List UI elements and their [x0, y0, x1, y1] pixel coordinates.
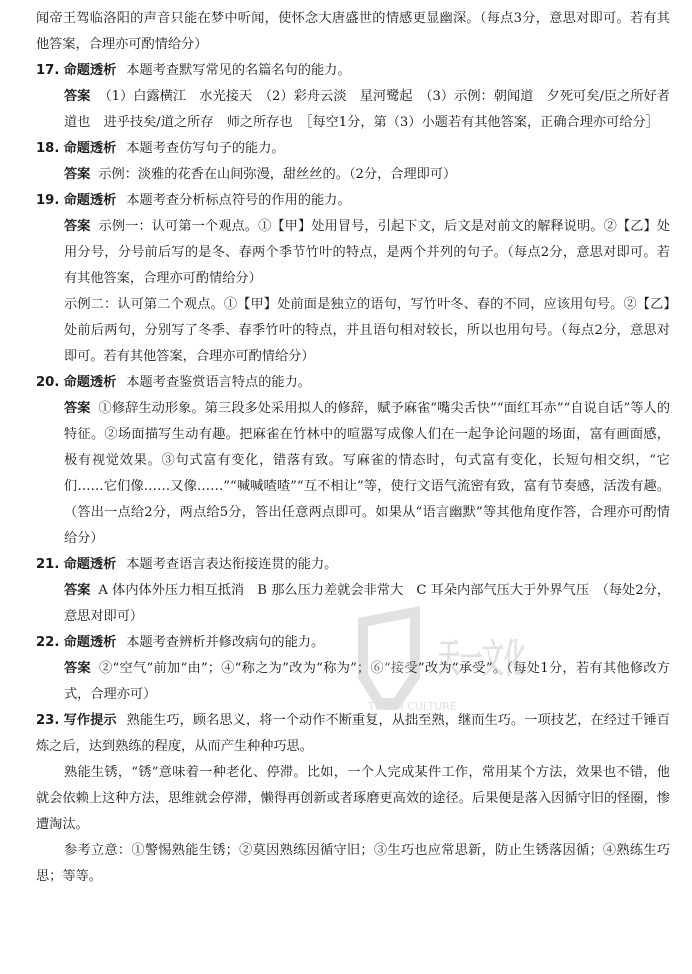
- q23-number: 23.: [36, 713, 60, 728]
- q20-answer: [36, 396, 670, 552]
- q23-paragraph-1: 熟能生巧，顾名思义，将一个动作不断重复，从拙至熟，继而生巧。一项技艺，在经过千锤百炼之后，达到熟练的程度，从而产生种种巧思。: [36, 713, 670, 754]
- q20-answer-text: ①修辞生动形象。第三段多处采用拟人的修辞，赋予麻雀“嘴尖舌快”“面红耳赤”“自说自话”等人的特征。②场面描写生动有趣。把麻雀在竹林中的喧嚣写成像人们在一起争论问题的场面，富有画面感，极有视觉效果。③句式富有变化，错落有致。写麻雀的情态时，句式富有变化，长短句相交织，“它们……它们像……又像……”“喊喊喳喳”“互不相让”等，使行文语气流密有致，富有节奏感，活泼有趣。（答出一点给2分，两点给5分，答出任意两点即可。如果从“语言幽默”等其他角度作答，合理亦可酌情给分）: [64, 401, 671, 546]
- q18-heading: [36, 136, 670, 162]
- q23-heading: [36, 708, 670, 760]
- q18-answer-tag: 答案: [64, 167, 91, 182]
- q16-answer-continuation: 闻帝王驾临洛阳的声音只能在梦中听闻，使怀念大唐盛世的情感更显幽深。（每点3分，意思对即可。若有其他答案，合理亦可酌情给分）: [36, 11, 670, 52]
- q18-description: 本题考查仿写句子的能力。: [126, 141, 285, 156]
- q23-paragraph-2: 熟能生锈，“锈”意味着一种老化、停滞。比如，一个人完成某件工作，常用某个方法，效果也不错，他就会依赖上这种方法，思维就会停滞，懒得再创新或者琢磨更高效的途径。后果便是落入因循守旧的怪圈，惨遭淘汰。: [36, 765, 670, 832]
- q22-tag: 命题透析: [63, 635, 117, 650]
- q18-number: 18.: [36, 141, 60, 156]
- q21-answer-text: A 体内体外压力相互抵消 B 那么压力差就会非常大 C 耳朵内部气压大于外界气压 （每处2分，意思对即可）: [64, 583, 671, 624]
- q20-number: 20.: [36, 375, 60, 390]
- q18-answer-text: 示例：淡雅的花香在山间弥漫，甜丝丝的。（2分，合理即可）: [98, 167, 457, 182]
- q19-answer-1: [36, 214, 670, 292]
- q17-heading: [36, 58, 670, 84]
- q21-description: 本题考查语言表达衔接连贯的能力。: [126, 557, 338, 572]
- q17-answer-text: （1）白露横江 水光接天 （2）彩舟云淡 星河鹭起 （3）示例：朝闻道 夕死可矣/臣之所好者道也 进乎技矣/道之所存 师之所存也 ［每空1分，第（3）小题若有其他答案，正确合理亦可给分］: [64, 89, 670, 130]
- q17-answer-tag: 答案: [64, 89, 91, 104]
- answer-document: [36, 6, 670, 890]
- q21-answer: [36, 578, 670, 630]
- q22-answer: [36, 656, 670, 708]
- watermark-logo-text: 天一文化: [438, 636, 526, 682]
- q21-heading: [36, 552, 670, 578]
- q20-tag: 命题透析: [63, 375, 117, 390]
- q17-tag: 命题透析: [63, 63, 117, 78]
- q19-answer-text-1: 示例一：认可第一个观点。①【甲】处用冒号，引起下文，后文是对前文的解释说明。②【乙】处用分号，分号前后写的是冬、春两个季节竹叶的特点，是两个并列的句子。（每点2分，意思对即可。若有其他答案，合理亦可酌情给分）: [64, 219, 671, 286]
- q17-description: 本题考查默写常见的名篇名句的能力。: [126, 63, 351, 78]
- q23-tag: 写作提示: [63, 713, 117, 728]
- q20-description: 本题考查鉴赏语言特点的能力。: [126, 375, 311, 390]
- q22-description: 本题考查辨析并修改病句的能力。: [126, 635, 325, 650]
- q17-answer: [36, 84, 670, 136]
- q22-number: 22.: [36, 635, 60, 650]
- watermark-sub-text: TIANYI CULTURE: [368, 700, 457, 713]
- q17-number: 17.: [36, 63, 60, 78]
- q19-number: 19.: [36, 193, 60, 208]
- q21-tag: 命题透析: [63, 557, 117, 572]
- q18-answer: [36, 162, 670, 188]
- q21-answer-tag: 答案: [64, 583, 91, 598]
- q19-answer-tag: 答案: [64, 219, 91, 234]
- q22-answer-tag: 答案: [64, 661, 91, 676]
- q23-paragraph-3: 参考立意：①警惕熟能生锈；②莫因熟练因循守旧；③生巧也应常思新，防止生锈落因循；④熟练生巧思；等等。: [36, 843, 670, 884]
- q19-description: 本题考查分析标点符号的作用的能力。: [126, 193, 351, 208]
- q20-heading: [36, 370, 670, 396]
- q20-answer-tag: 答案: [64, 401, 91, 416]
- q22-heading: [36, 630, 670, 656]
- q18-tag: 命题透析: [63, 141, 117, 156]
- q19-answer-2: 示例二：认可第二个观点。①【甲】处前面是独立的语句，写竹叶冬、春的不同，应该用句号。②【乙】处前后两句，分别写了冬季、春季竹叶的特点，并且语句相对较长，所以也用句号。（每点2分，意思对即可。若有其他答案，合理亦可酌情给分）: [64, 297, 670, 364]
- q22-answer-text: ②“空气”前加“由”；④“称之为”改为“称为”；⑥“接受”改为“承受”。（每处1分，若有其他修改方式，合理亦可）: [64, 661, 670, 702]
- q21-number: 21.: [36, 557, 60, 572]
- q19-heading: [36, 188, 670, 214]
- q19-tag: 命题透析: [63, 193, 117, 208]
